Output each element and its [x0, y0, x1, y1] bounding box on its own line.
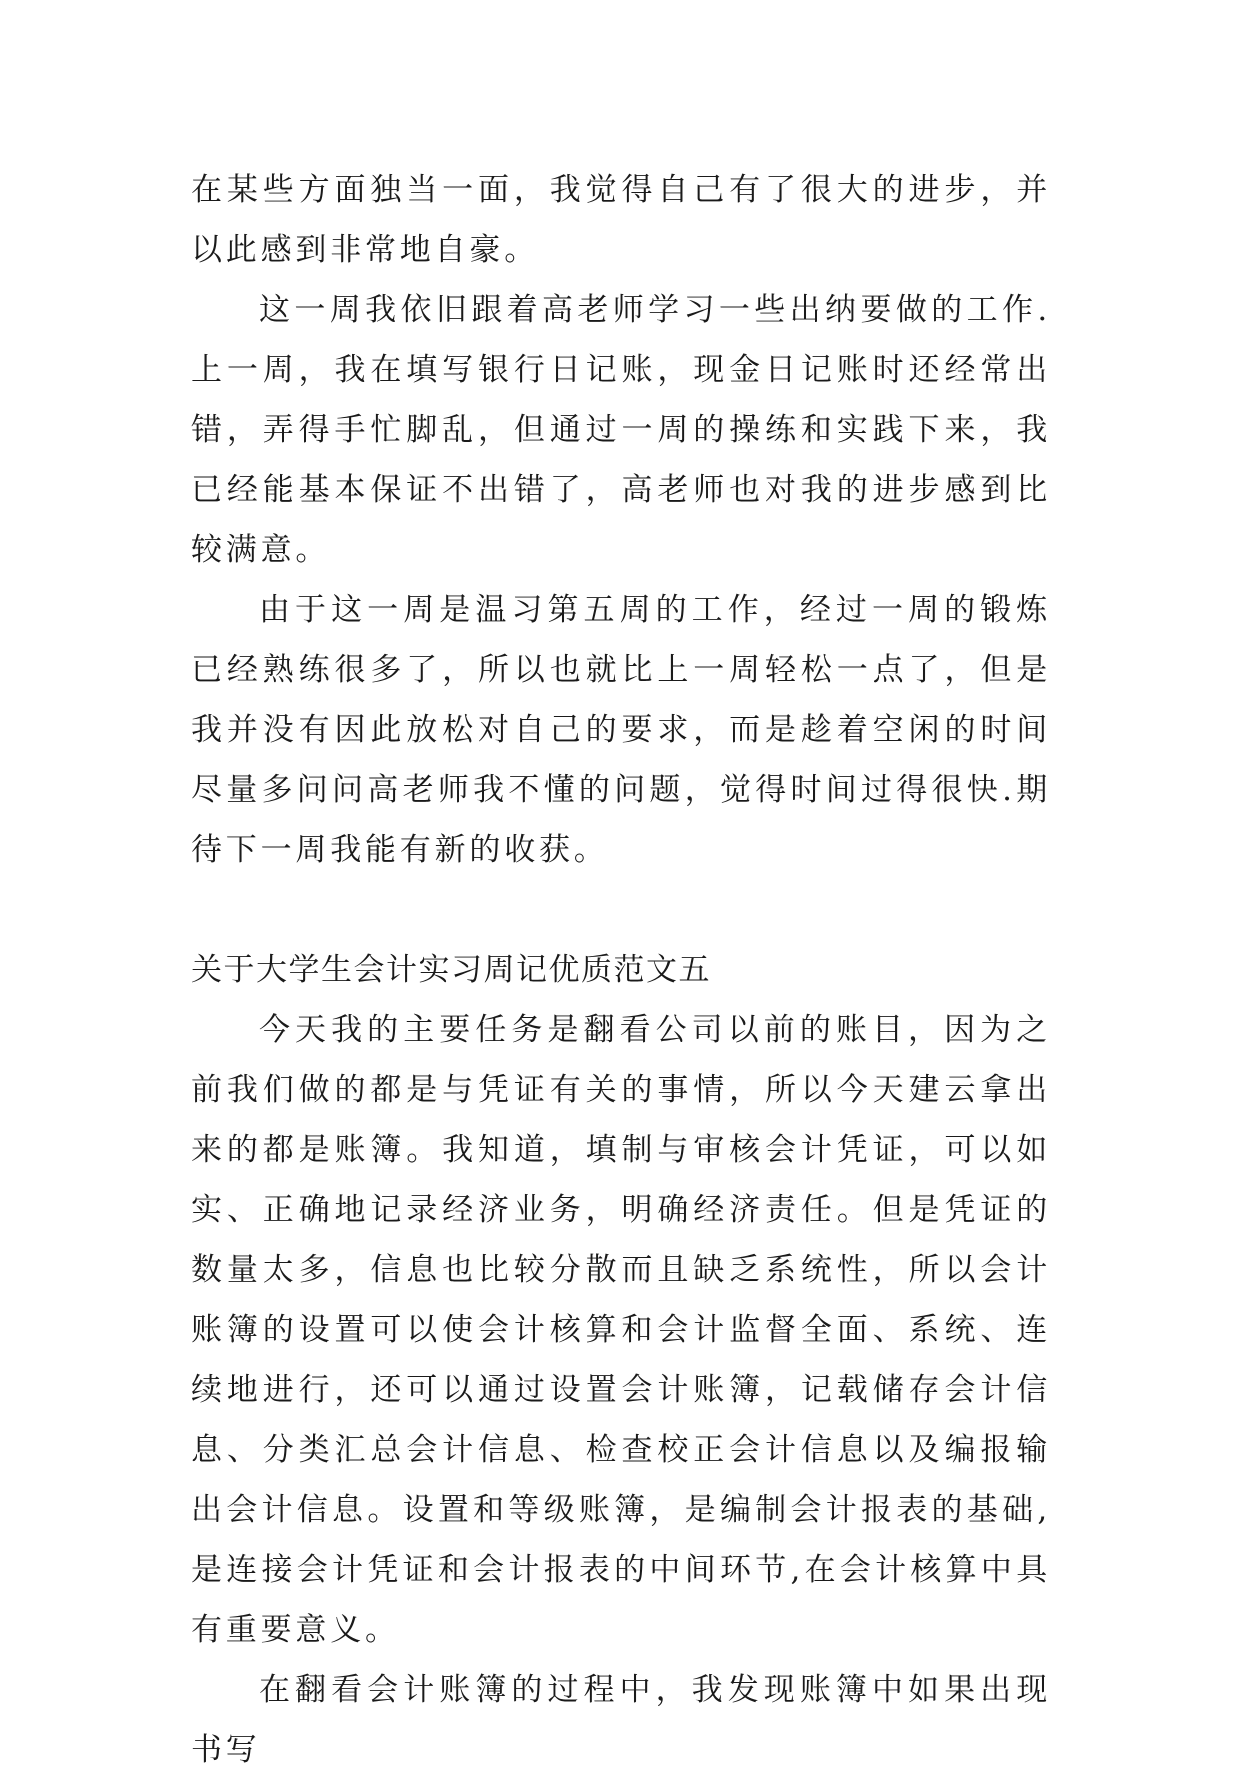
paragraph: 今天我的主要任务是翻看公司以前的账目，因为之前我们做的都是与凭证有关的事情，所以今天建云拿出来的都是账簿。我知道，填制与审核会计凭证，可以如实、正确地记录经济业务，明确经济责任。但是凭证的数量太多，信息也比较分散而且缺乏系统性，所以会计账簿的设置可以使会计核算和会计监督全面、系统、连续地进行，还可以通过设置会计账簿，记载储存会计信息、分类汇总会计信息、检查校正会计信息以及编报输出会计信息。设置和等级账簿，是编制会计报表的基础,是连接会计凭证和会计报表的中间环节,在会计核算中具有重要意义。	[191, 1012, 1051, 1648]
document-body	[191, 160, 1051, 1780]
section-heading: 关于大学生会计实习周记优质范文五	[191, 952, 711, 988]
paragraph: 由于这一周是温习第五周的工作，经过一周的锻炼已经熟练很多了，所以也就比上一周轻松一点了，但是我并没有因此放松对自己的要求，而是趁着空闲的时间尽量多问问高老师我不懂的问题，觉得时间过得很快.期待下一周我能有新的收获。	[191, 592, 1051, 868]
paragraph: 这一周我依旧跟着高老师学习一些出纳要做的工作.上一周，我在填写银行日记账，现金日记账时还经常出错，弄得手忙脚乱，但通过一周的操练和实践下来，我已经能基本保证不出错了，高老师也对我的进步感到比较满意。	[191, 292, 1051, 568]
paragraph-continuation: 在某些方面独当一面，我觉得自己有了很大的进步，并以此感到非常地自豪。	[191, 172, 1051, 268]
paragraph: 在翻看会计账簿的过程中，我发现账簿中如果出现书写	[191, 1672, 1051, 1768]
